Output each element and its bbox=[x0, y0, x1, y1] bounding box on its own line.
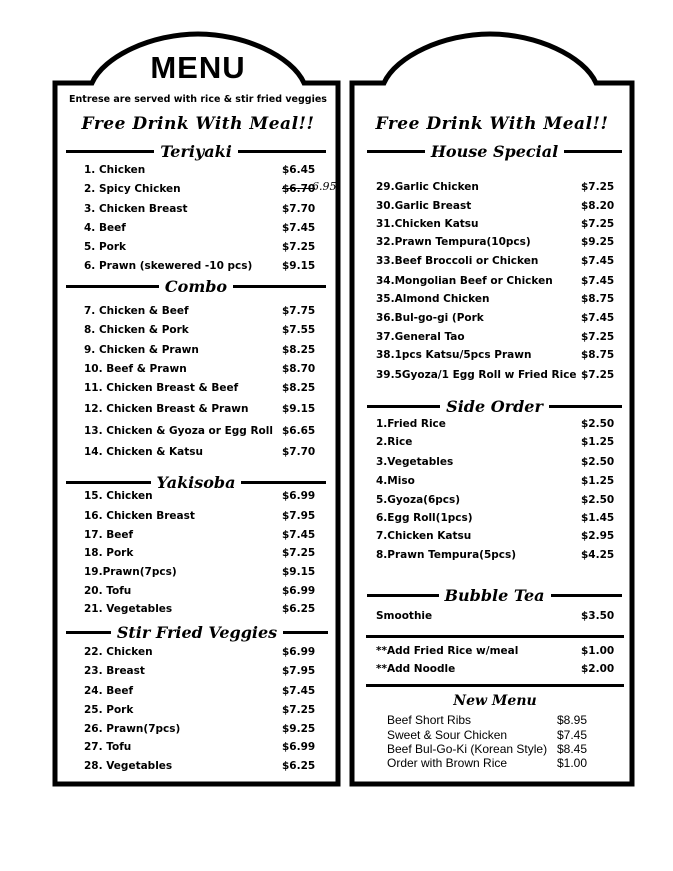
section-bubble-tea bbox=[367, 585, 622, 605]
addon-item bbox=[376, 663, 616, 679]
item-price: $6.45 bbox=[282, 164, 316, 176]
item-name: 1.Fried Rice bbox=[376, 418, 446, 430]
menu-item bbox=[376, 218, 616, 234]
item-name: 16. Chicken Breast bbox=[84, 510, 195, 522]
item-name: 38.1pcs Katsu/5pcs Prawn bbox=[376, 349, 532, 361]
divider bbox=[366, 635, 624, 638]
section-rule bbox=[66, 285, 159, 288]
new-menu-item bbox=[387, 742, 617, 757]
item-price: $8.95 bbox=[557, 713, 588, 727]
item-price: $7.25 bbox=[282, 241, 316, 253]
item-price: $7.45 bbox=[557, 728, 588, 742]
section-rule bbox=[233, 285, 326, 288]
new-menu-item bbox=[387, 728, 617, 743]
item-name: 19.Prawn(7pcs) bbox=[84, 566, 177, 578]
item-name: 34.Mongolian Beef or Chicken bbox=[376, 275, 553, 287]
item-name: 13. Chicken & Gyoza or Egg Roll bbox=[84, 425, 273, 437]
menu-item bbox=[84, 260, 324, 276]
section-stir-fried-veggies bbox=[66, 622, 328, 642]
item-name: 30.Garlic Breast bbox=[376, 200, 472, 212]
item-name: 17. Beef bbox=[84, 529, 134, 541]
section-rule bbox=[238, 150, 326, 153]
menu-item bbox=[84, 241, 324, 257]
section-title: Side Order bbox=[446, 396, 543, 416]
item-price: $6.99 bbox=[282, 646, 316, 658]
section-rule bbox=[564, 150, 622, 153]
item-name: Sweet & Sour Chicken bbox=[387, 728, 508, 742]
addon-item bbox=[376, 645, 616, 661]
menu-item bbox=[84, 646, 324, 662]
item-price: $7.25 bbox=[282, 704, 316, 716]
menu-item bbox=[84, 324, 324, 340]
item-name: 36.Bul-go-gi (Pork bbox=[376, 312, 484, 324]
menu-item bbox=[376, 200, 616, 216]
menu-item bbox=[84, 566, 324, 582]
item-name: 10. Beef & Prawn bbox=[84, 363, 187, 375]
item-name: 22. Chicken bbox=[84, 646, 153, 658]
menu-item bbox=[376, 255, 616, 271]
menu-item bbox=[84, 203, 324, 219]
item-name: 32.Prawn Tempura(10pcs) bbox=[376, 236, 531, 248]
menu-item bbox=[376, 610, 616, 626]
item-name: Order with Brown Rice bbox=[387, 756, 508, 770]
item-name: 14. Chicken & Katsu bbox=[84, 446, 203, 458]
section-title: Stir Fried Veggies bbox=[116, 622, 278, 642]
section-teriyaki bbox=[66, 141, 326, 161]
menu-item bbox=[376, 418, 616, 434]
item-price: $7.70 bbox=[282, 203, 316, 215]
menu-item bbox=[376, 275, 616, 291]
item-price: $7.95 bbox=[282, 510, 316, 522]
section-title: House Special bbox=[430, 141, 559, 161]
item-price: $4.25 bbox=[581, 549, 615, 561]
item-price: $8.75 bbox=[581, 349, 615, 361]
item-price: $7.45 bbox=[282, 529, 316, 541]
menu-item bbox=[84, 685, 324, 701]
item-name: 26. Prawn(7pcs) bbox=[84, 723, 181, 735]
section-rule bbox=[551, 594, 623, 597]
item-name: 9. Chicken & Prawn bbox=[84, 344, 199, 356]
item-name: 20. Tofu bbox=[84, 585, 132, 597]
menu-item bbox=[84, 665, 324, 681]
menu-item bbox=[376, 494, 616, 510]
menu-item bbox=[84, 704, 324, 720]
item-name: 3. Chicken Breast bbox=[84, 203, 188, 215]
item-price: $7.95 bbox=[282, 665, 316, 677]
item-name: 28. Vegetables bbox=[84, 760, 173, 772]
divider bbox=[366, 684, 624, 687]
item-price: $7.25 bbox=[581, 181, 615, 193]
item-name: 33.Beef Broccoli or Chicken bbox=[376, 255, 539, 267]
item-price: $7.70 bbox=[282, 446, 316, 458]
item-name: 24. Beef bbox=[84, 685, 134, 697]
item-name: 7.Chicken Katsu bbox=[376, 530, 472, 542]
item-price: $7.45 bbox=[282, 222, 316, 234]
item-price: $7.25 bbox=[282, 547, 316, 559]
section-title: Yakisoba bbox=[156, 472, 236, 492]
menu-item bbox=[376, 181, 616, 197]
item-price: $1.00 bbox=[581, 645, 615, 657]
menu-item bbox=[84, 180, 337, 199]
item-name: 21. Vegetables bbox=[84, 603, 173, 615]
item-name: 31.Chicken Katsu bbox=[376, 218, 479, 230]
item-name: 2.Rice bbox=[376, 436, 413, 448]
item-price: $7.45 bbox=[581, 255, 615, 267]
item-price: $6.70 bbox=[282, 183, 316, 195]
item-name: 8.Prawn Tempura(5pcs) bbox=[376, 549, 517, 561]
item-name: 27. Tofu bbox=[84, 741, 132, 753]
item-price: $8.25 bbox=[282, 344, 316, 356]
item-name: 6.Egg Roll(1pcs) bbox=[376, 512, 473, 524]
item-name: 37.General Tao bbox=[376, 331, 465, 343]
section-title: Teriyaki bbox=[160, 141, 232, 161]
item-name: 6. Prawn (skewered -10 pcs) bbox=[84, 260, 253, 272]
section-title: Bubble Tea bbox=[444, 585, 545, 605]
menu-item bbox=[376, 312, 616, 328]
item-name: 15. Chicken bbox=[84, 490, 153, 502]
item-name: 5. Pork bbox=[84, 241, 127, 253]
menu-item bbox=[376, 236, 616, 252]
item-price: $7.25 bbox=[581, 331, 615, 343]
item-name: Smoothie bbox=[376, 610, 433, 622]
item-price: $7.25 bbox=[581, 369, 615, 381]
section-rule bbox=[66, 481, 151, 484]
item-price: $7.45 bbox=[581, 275, 615, 287]
section-rule bbox=[241, 481, 326, 484]
menu-item bbox=[84, 425, 324, 441]
item-name: 4. Beef bbox=[84, 222, 126, 234]
menu-item bbox=[376, 512, 616, 528]
item-price: $9.15 bbox=[282, 566, 316, 578]
menu-item bbox=[84, 363, 324, 379]
item-price: $9.25 bbox=[282, 723, 316, 735]
item-price: $8.70 bbox=[282, 363, 316, 375]
menu-item bbox=[84, 603, 324, 619]
menu-item bbox=[84, 490, 324, 506]
item-price: $7.25 bbox=[581, 218, 615, 230]
menu-item bbox=[84, 382, 324, 398]
item-name: 5.Gyoza(6pcs) bbox=[376, 494, 461, 506]
item-price: $7.75 bbox=[282, 305, 316, 317]
item-name: 11. Chicken Breast & Beef bbox=[84, 382, 239, 394]
section-rule bbox=[367, 594, 439, 597]
section-rule bbox=[66, 631, 111, 634]
item-price: $8.20 bbox=[581, 200, 615, 212]
menu-item bbox=[84, 305, 324, 321]
section-combo bbox=[66, 276, 326, 296]
menu-item bbox=[84, 547, 324, 563]
item-price: $8.25 bbox=[282, 382, 316, 394]
item-name: 18. Pork bbox=[84, 547, 134, 559]
menu-item bbox=[376, 436, 616, 452]
item-name: 4.Miso bbox=[376, 475, 415, 487]
item-price: $6.25 bbox=[282, 603, 316, 615]
new-menu-item bbox=[387, 756, 617, 771]
menu-item bbox=[376, 475, 616, 491]
item-price: $1.00 bbox=[557, 756, 588, 770]
item-name: 39.5Gyoza/1 Egg Roll w Fried Rice bbox=[376, 369, 577, 381]
section-rule bbox=[367, 150, 425, 153]
menu-item bbox=[84, 164, 324, 180]
menu-item bbox=[84, 344, 324, 360]
item-price: $2.50 bbox=[581, 456, 615, 468]
entree-note: Entrese are served with rice & stir fried veggies bbox=[69, 94, 327, 105]
item-name: 29.Garlic Chicken bbox=[376, 181, 479, 193]
item-name: 1. Chicken bbox=[84, 164, 146, 176]
menu-item bbox=[84, 760, 324, 776]
menu-item bbox=[376, 549, 616, 565]
item-price: $7.55 bbox=[282, 324, 316, 336]
menu-item bbox=[84, 529, 324, 545]
item-price: $8.45 bbox=[557, 742, 588, 756]
free-drink-banner: Free Drink With Meal!! bbox=[81, 114, 315, 134]
section-rule bbox=[66, 150, 154, 153]
menu-item bbox=[84, 510, 324, 526]
menu-item bbox=[84, 403, 324, 419]
item-price: $6.99 bbox=[282, 741, 316, 753]
item-price: $3.50 bbox=[581, 610, 615, 622]
item-price: $9.15 bbox=[282, 260, 316, 272]
item-price: $2.50 bbox=[581, 418, 615, 430]
item-price: $2.00 bbox=[581, 663, 615, 675]
menu-item bbox=[376, 293, 616, 309]
item-price: $1.25 bbox=[581, 436, 615, 448]
item-name: Beef Short Ribs bbox=[387, 713, 472, 727]
section-rule bbox=[283, 631, 328, 634]
menu-item bbox=[84, 723, 324, 739]
handwritten-price: 6.95 bbox=[312, 180, 337, 193]
new-menu-item bbox=[387, 713, 617, 728]
free-drink-banner-right: Free Drink With Meal!! bbox=[375, 114, 609, 134]
item-name: 25. Pork bbox=[84, 704, 134, 716]
item-price: $7.45 bbox=[581, 312, 615, 324]
item-price: $2.50 bbox=[581, 494, 615, 506]
item-price: $8.75 bbox=[581, 293, 615, 305]
item-price: $1.45 bbox=[581, 512, 615, 524]
item-price: $9.15 bbox=[282, 403, 316, 415]
menu-item bbox=[376, 530, 616, 546]
item-name: 12. Chicken Breast & Prawn bbox=[84, 403, 249, 415]
section-yakisoba bbox=[66, 472, 326, 492]
item-name: 2. Spicy Chicken bbox=[84, 183, 181, 195]
item-name: 35.Almond Chicken bbox=[376, 293, 490, 305]
item-name: Beef Bul-Go-Ki (Korean Style) bbox=[387, 742, 548, 756]
menu-title: MENU bbox=[150, 50, 246, 85]
menu-item bbox=[84, 222, 324, 238]
section-title: Combo bbox=[164, 276, 228, 296]
item-name: 3.Vegetables bbox=[376, 456, 454, 468]
menu-item bbox=[376, 369, 616, 385]
menu-item bbox=[376, 456, 616, 472]
section-rule bbox=[367, 405, 440, 408]
item-price: $6.25 bbox=[282, 760, 316, 772]
section-side-order bbox=[367, 396, 622, 416]
item-name: **Add Fried Rice w/meal bbox=[376, 645, 519, 657]
item-price: $1.25 bbox=[581, 475, 615, 487]
menu-item bbox=[84, 585, 324, 601]
item-price: $6.99 bbox=[282, 490, 316, 502]
section-house-special bbox=[367, 141, 622, 161]
item-price: $9.25 bbox=[581, 236, 615, 248]
item-price: $6.65 bbox=[282, 425, 316, 437]
item-price: $6.99 bbox=[282, 585, 316, 597]
item-price: $2.95 bbox=[581, 530, 615, 542]
menu-item bbox=[84, 741, 324, 757]
item-name: 7. Chicken & Beef bbox=[84, 305, 189, 317]
menu-item bbox=[376, 331, 616, 347]
item-name: 23. Breast bbox=[84, 665, 145, 677]
section-rule bbox=[549, 405, 622, 408]
item-name: **Add Noodle bbox=[376, 663, 456, 675]
new-menu-title: New Menu bbox=[453, 693, 537, 709]
item-price: $7.45 bbox=[282, 685, 316, 697]
menu-item bbox=[376, 349, 616, 365]
item-name: 8. Chicken & Pork bbox=[84, 324, 189, 336]
menu-item bbox=[84, 446, 324, 462]
